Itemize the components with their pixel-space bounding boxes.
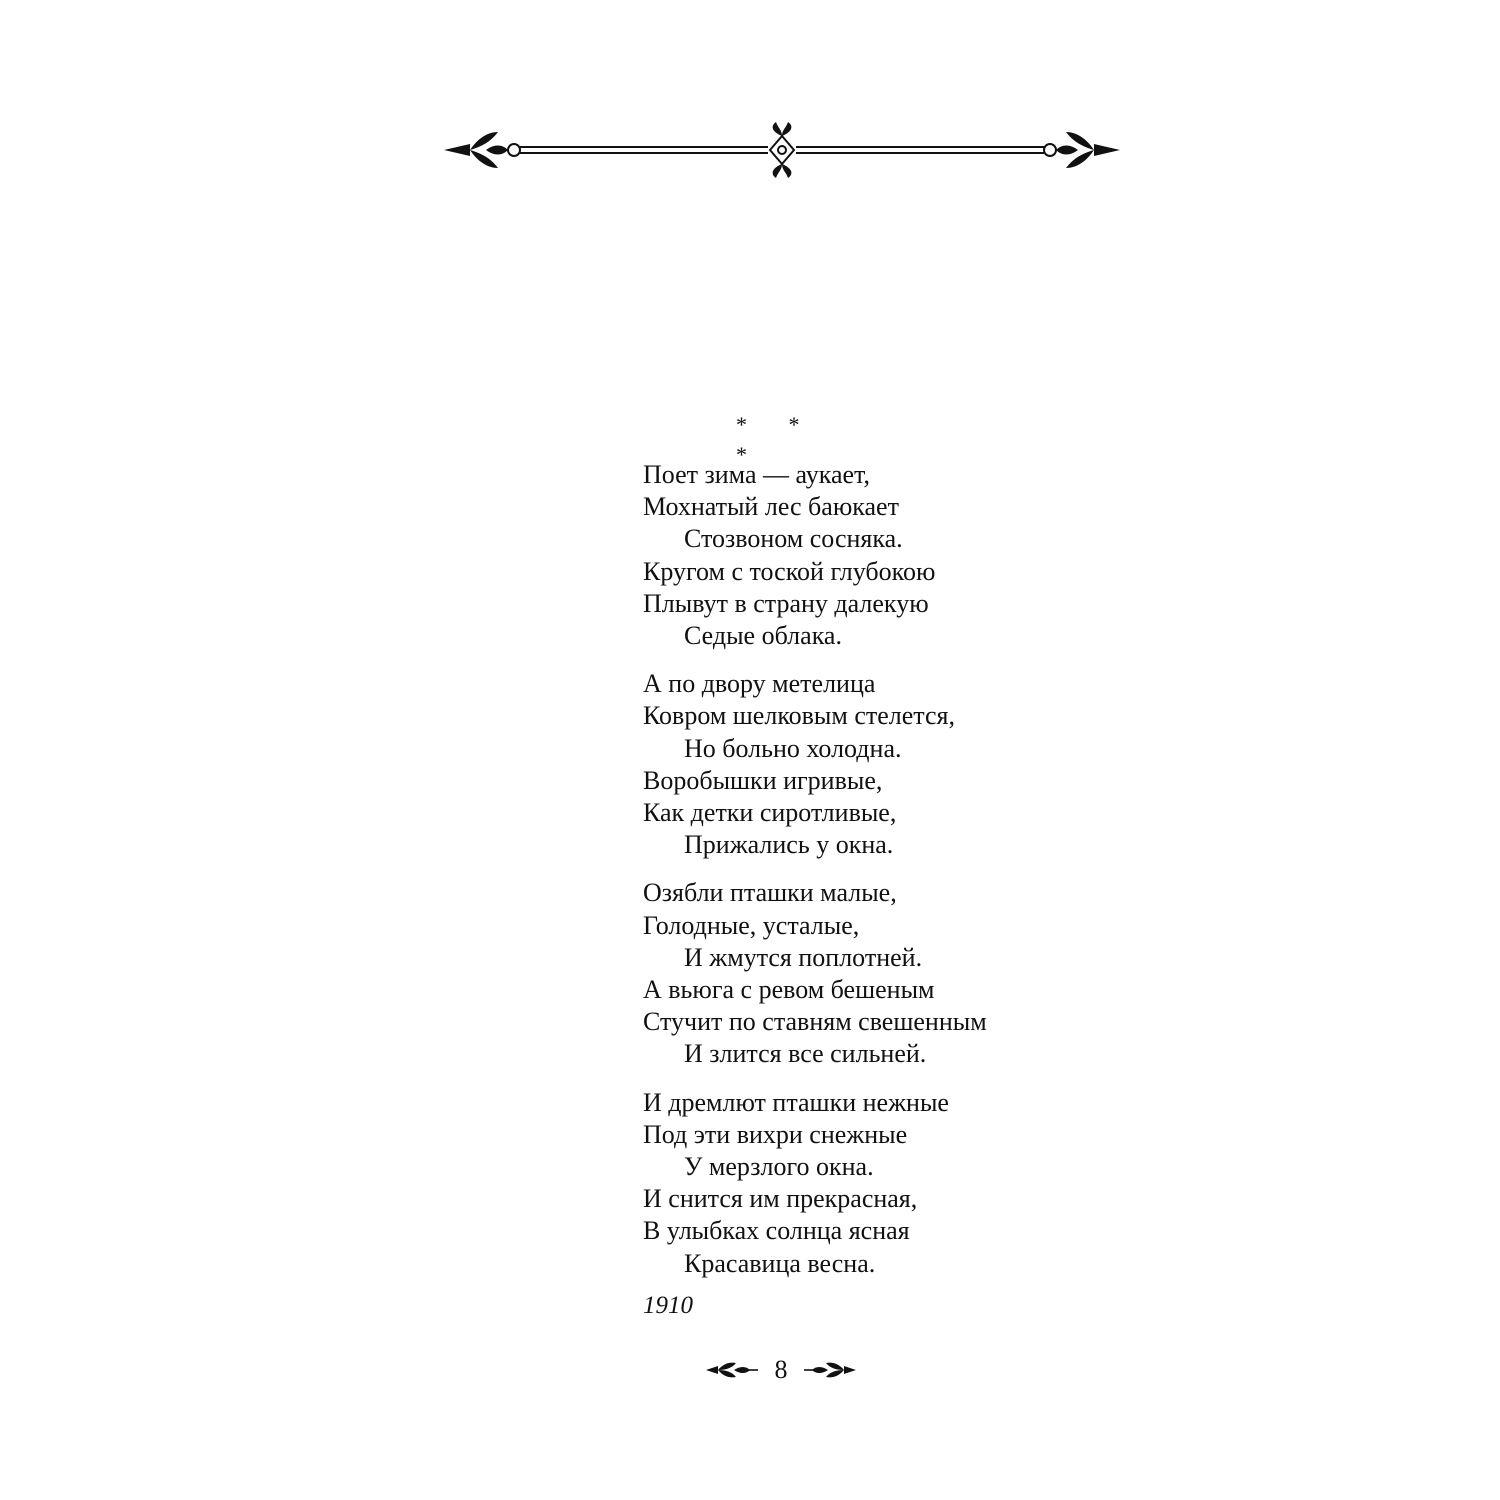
- poem-line: Под эти вихри снежные: [643, 1119, 908, 1149]
- page-number: 8: [774, 1355, 788, 1384]
- poem-line: Красавица весна.: [684, 1248, 876, 1278]
- poem-line: Воробышки игривые,: [643, 765, 883, 795]
- poem-line: Седые облака.: [684, 621, 842, 651]
- poem-line: Поет зима — аукает,: [643, 460, 870, 489]
- poem-line: Стозвоном сосняка.: [684, 524, 903, 554]
- poem-line: Плывут в страну далекую: [643, 588, 929, 618]
- poem-line: Мохнатый лес баюкает: [643, 492, 899, 522]
- poem-line: У мерзлого окна.: [684, 1152, 874, 1182]
- stanza-2: [643, 668, 1163, 861]
- poem-line: Как детки сиротливые,: [643, 798, 897, 828]
- stanza-4: [643, 1087, 1163, 1280]
- poem-line: И снится им прекрасная,: [643, 1184, 918, 1214]
- poem-line: Ковром шелковым стелется,: [643, 701, 955, 731]
- poem-year: 1910: [643, 1292, 693, 1319]
- poem-line: И злится все сильней.: [684, 1039, 927, 1069]
- poem-line: Кругом с тоской глубокою: [643, 556, 936, 586]
- poem-line: А по двору метелица: [643, 669, 876, 699]
- section-separator: * * *: [736, 412, 818, 467]
- poem-line: В улыбках солнца ясная: [643, 1216, 910, 1246]
- poem-line: Но больно холодна.: [684, 733, 902, 763]
- flourish-divider-icon: [440, 118, 1124, 182]
- poem-line: И дремлют пташки нежные: [643, 1087, 949, 1117]
- stanza-3: [643, 877, 1163, 1070]
- stanza-1: [643, 459, 1163, 652]
- page-footer: [700, 1352, 862, 1388]
- poem-line: Прижались у окна.: [684, 830, 894, 860]
- vine-flourish-icon: [804, 1360, 858, 1380]
- poem-body: [643, 459, 1163, 1296]
- poem-line: Стучит по ставням свешенным: [643, 1007, 987, 1037]
- poem-line: А вьюга с ревом бешеным: [643, 975, 935, 1005]
- poem-line: Озябли пташки малые,: [643, 878, 897, 908]
- poem-line: И жмутся поплотней.: [684, 942, 923, 972]
- poem-line: Голодные, усталые,: [643, 910, 860, 940]
